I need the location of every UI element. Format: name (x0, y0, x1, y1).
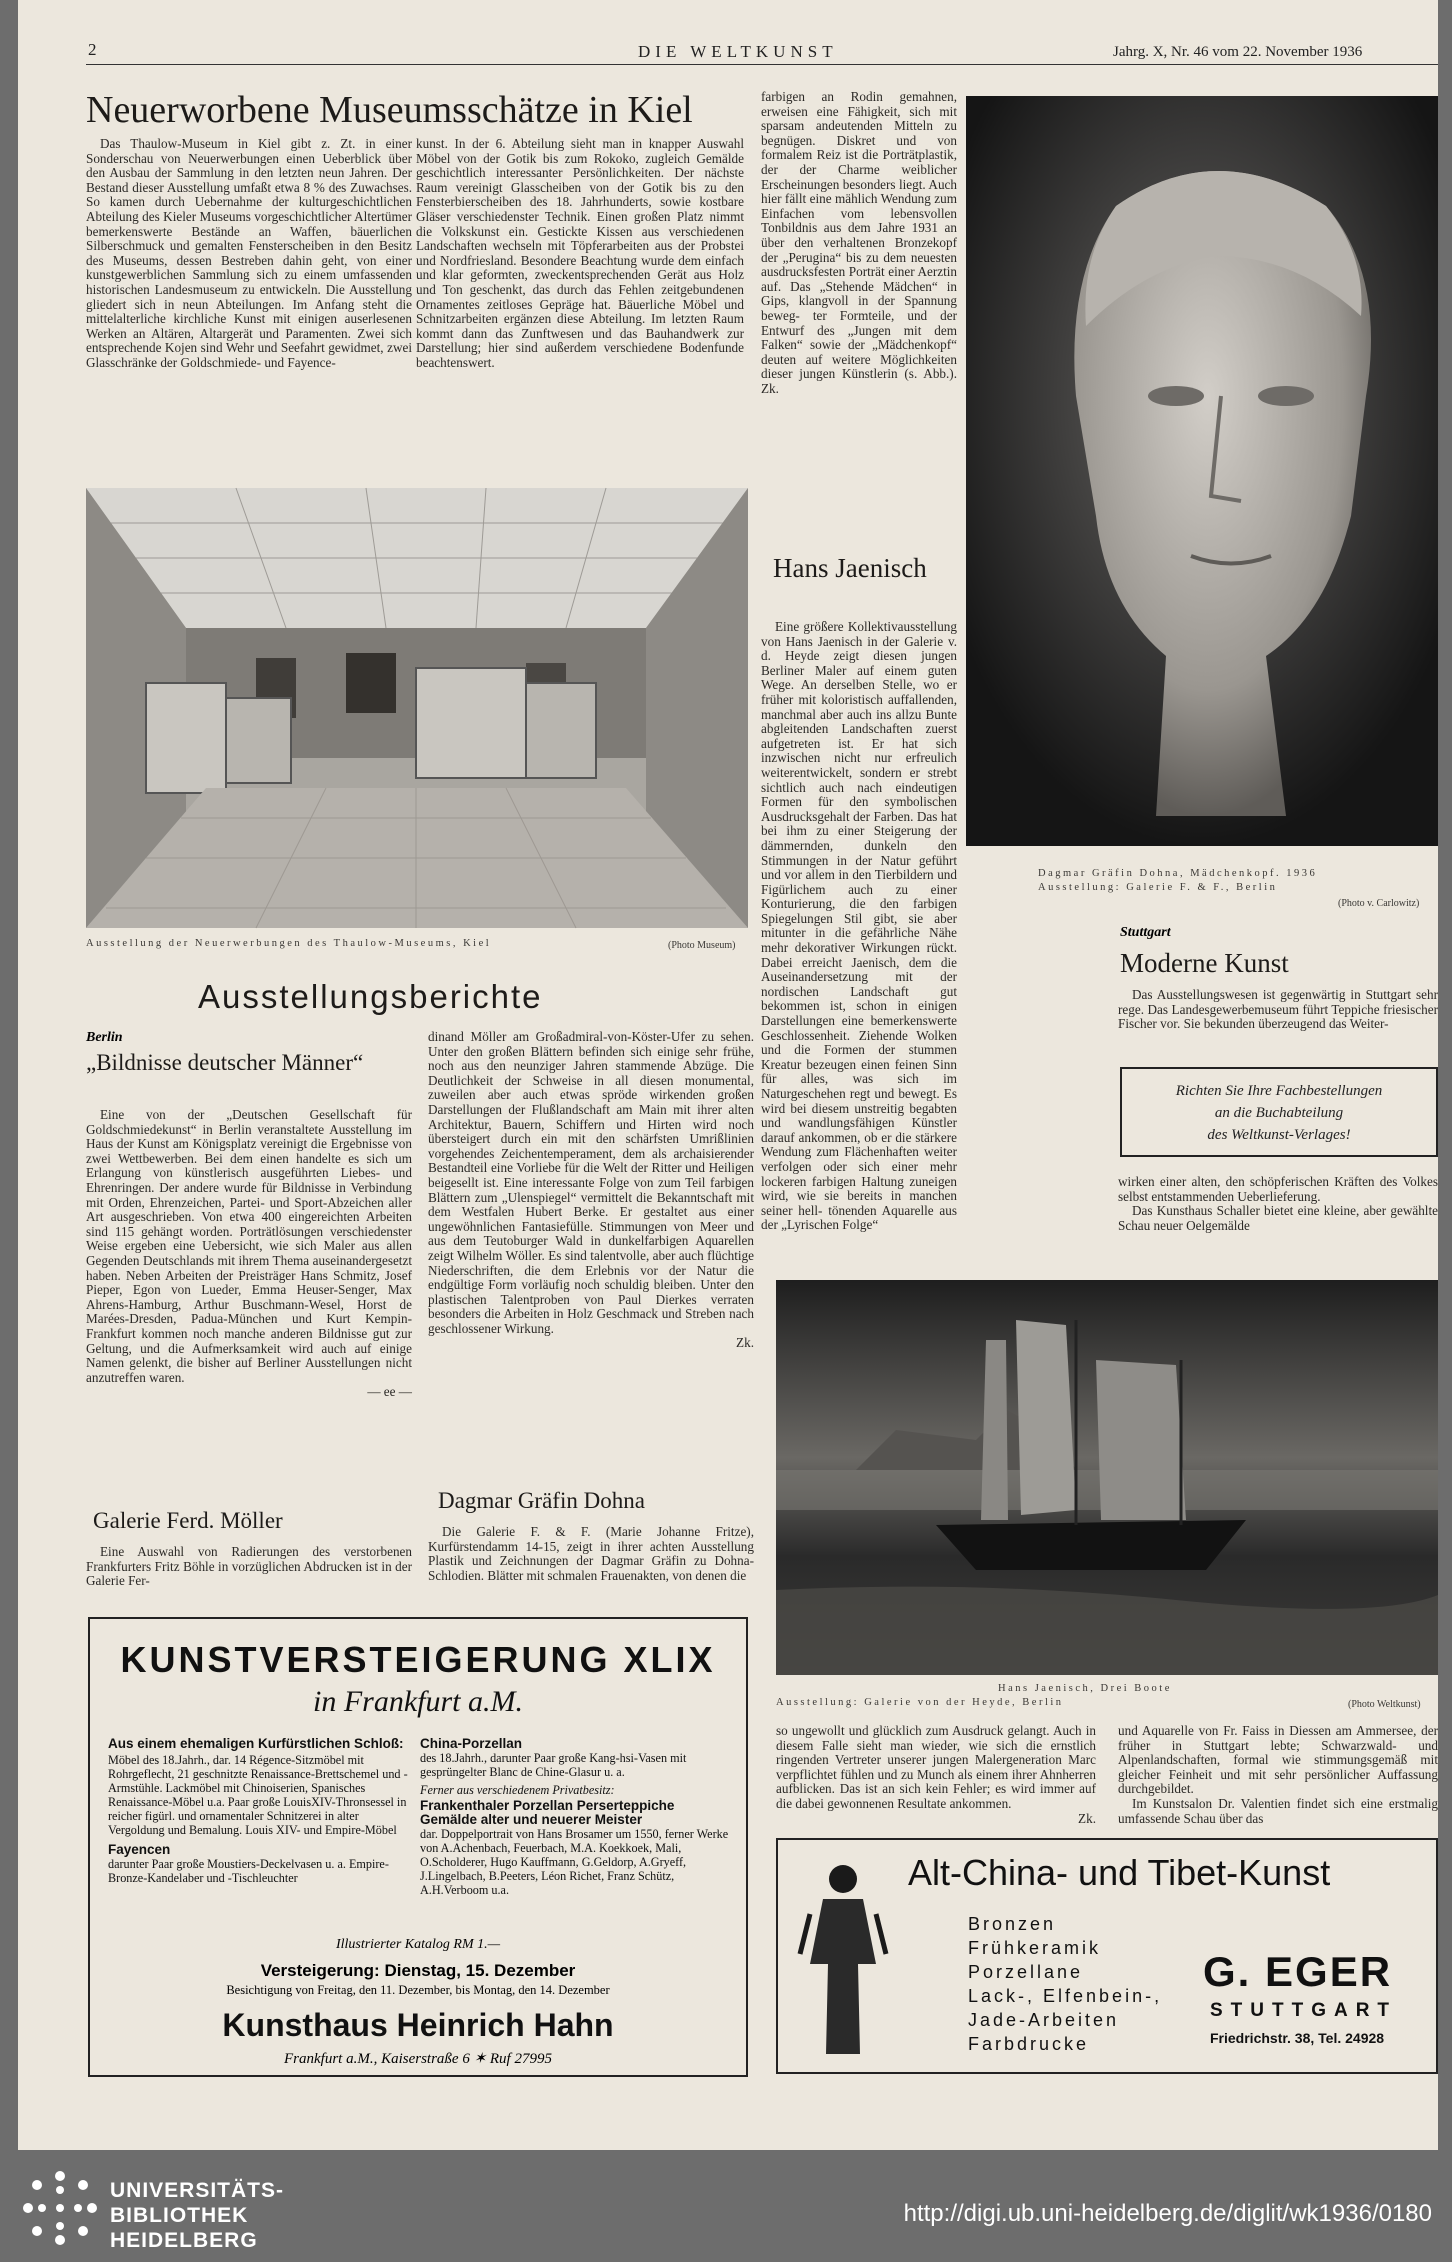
footer-bar (0, 2150, 1452, 2262)
sculpture-credit: (Photo v. Carlowitz) (1338, 898, 1420, 909)
ad-eger-city: STUTTGART (1210, 2000, 1398, 2021)
bildnisse-col: Eine von der „Deutschen Gesellschaft für Goldschmiedekunst“ in Berlin veranstaltete Ausstellung im Haus der Kunst am Königsplatz vereinigt die Ergebnisse von zwei Wettbewerben. Bei dem einen handelte es sich um Erlangung von künstlerisch ausgeführten Liebes- und Ehrenringen. Der andere wurde für Bildnisse in Verbindung mit Orden, Ehrenzeichen, Partei- und Sport-Abzeichen aller Art ausgeschrieben. Von etwa 400 eingereichten Arbeiten sind 115 gehängt worden. Porträtlösungen verschiedenster Weise ergeben eine Uebersicht, wie sich Maler aus allen Gegenden Deutschlands mit ihrem Thema auseinandergesetzt haben. Neben Arbeiten der Preisträger Hans Schmitz, Josef Pieper, Egon von Lueder, Emma Heuser-Senger, Max Ahrens-Hamburg, Arthur Buschmann-Wesel, Horst de Marées-Dresden, Padua-München und Kurt Kempin-Frankfurt kommen noch manche anderen Bildnisse gut zur Geltung, und die Aufmerksamkeit wird auch auf einige Namen gelenkt, die bisher auf Berliner Ausstellungen nicht anzutreffen waren. — ee — (86, 1107, 412, 1400)
stuttgart-end-col: und Aquarelle von Fr. Faiss in Diessen am Ammersee, der früher in Stuttgart lebte; Schwarzwald- und Alpenlandschaften, formal wie stimmungsgemäß mit gleicher Feinheit und mit sehr persönlicher Auffassung durchgebildet. Im Kunstsalon Dr. Valentien findet sich eine erstmalig umfassende Schau über das (1118, 1723, 1438, 1826)
berlin-dateline: Berlin (86, 1030, 123, 1045)
jaenisch-col: Eine größere Kollektivausstellung von Hans Jaenisch in der Galerie v. d. Heyde zeigt diesen jungen Berliner Maler auf einem guten Wege. An derselben Stelle, wo er früher mit koloristisch auffallenden, manchmal aber auch ins allzu Bunte abgleitenden Landschaften zuerst aufgetreten ist. Er hat sich inzwischen nicht nur erfreulich weiterentwickelt, sondern er strebt sichtlich auch nach eindeutigen Formen für den symbolischen Ausdrucksgehalt der Farben. Das hat bei ihm zu einer Steigerung der dämmernden, dunkeln den Stimmungen in der Natur geführt und vor allem in den Tierbildern und Figürlichem auch zu einer Konturierung, die den farbigen Spiegelungen Stil gibt, sie aber mitunter in die gefährliche Nähe mehr dekorativer Wirkungen rückt. Dabei erreicht Jaenisch, dem die Auseinandersetzung mit der nordischen Landschaft gut bekommen ist, schon in einigen Darstellungen eine bemerkenswerte Geschlossenheit. Ziehende Wolken und die Formen der stummen Kreatur bezeugen einen feinen Sinn für alles, was sich im Naturgeschehen regt und bewegt. Es wird bei diesem unstreitig begabten und wandlungsfähigen Künstler darauf ankommen, ob er die stärkere Wendung zum Flächenhaften weiter verfolgen oder sich einer mehr lockeren farbigen Haltung zuneigen wird, wie sie bereits in manchen seiner hell- tönenden Aquarelle aus der „Lyrischen Folge“ (761, 619, 957, 1233)
boats-photo (776, 1280, 1438, 1675)
ad-hahn-subtitle: in Frankfurt a.M. (313, 1685, 523, 1718)
newspaper-page (18, 0, 1438, 2150)
university-logo-icon (20, 2168, 100, 2248)
notice-line2: an die Buchabteilung (1214, 1105, 1344, 1121)
ad-hahn-right: China-Porzellan des 18.Jahrh., darunter Paar große Kang-hsi-Vasen mit gesprüngelter Blanc de Chine-Glasur u. a. Ferner aus verschiedenem Privatbesitz: Frankenthaler Porzellan Perserteppiche Gemälde alter und neuerer Meister dar. Doppelportrait von Hans Brosamer um 1550, ferner Werke von A.Achenbach, Feuerbach, M.A. Koekkoek, Mali, O.Scholderer, Hugo Kauffmann, G.Geldorp, A.Gryeff, J.Lingelbach, B.Peeters, Léon Richet, Franz Schütz, A.H.Verboom u.a. (420, 1736, 729, 1897)
museum-caption: Ausstellung der Neuerwerbungen des Thaulow-Museums, Kiel (86, 938, 492, 949)
ad-hahn-address: Frankfurt a.M., Kaiserstraße 6 ✶ Ruf 27995 (284, 2051, 552, 2067)
stuttgart-col2: wirken einer alten, den schöpferischen Kräften des Volkes selbst entstammenden Ueberlieferung. Das Kunsthaus Schaller bietet eine kleine, aber gewählte Schau neuer Oelgemälde (1118, 1174, 1438, 1233)
jaenisch-end-col: so ungewollt und glücklich zum Ausdruck gelangt. Auch in diesem Falle sieht man wieder, wie sich die ernstlich ringenden Vertreter unserer jungen Malergeneration Marc verpflichtet fühlen und zu Munch als einem ihrer Ahnherren aufblicken. Das ist an sich kein Fehler; es wird immer auf die dabei gewonnenen Resultate ankommen. Zk. (776, 1723, 1096, 1826)
kiel-col1: Das Thaulow-Museum in Kiel gibt z. Zt. in einer Sonderschau von Neuerwerbungen einen Ueberblick über den Ausbau der Sammlung in den letzten neun Jahren. Der Bestand dieser Ausstellung umfaßt etwa 8 % des Zuwachses. So kamen durch Uebernahme der kulturgeschichtlichen Abteilung des Kieler Museums vorgeschichtlicher Altertümer bemerkenswerte Bestände an Waffen, bäuerlichen Silberschmuck und gemalten Fensterscheiben in den Besitz des Museums, dessen Bestreben dahin geht, von einer kunstgewerblichen Sammlung sich zu einem umfassenden historischen Landesmuseum zu entwickeln. Die Ausstellung gliedert sich in neun Abteilungen. Im Anfang steht die mittelalterliche kirchliche Kunst mit einigen auserlesenen Werken an Altären, Altargerät und Paramenten. Zwei sich entsprechende Kojen sind Wehr und Seefahrt gewidmet, zwei Glasschränke der Goldschmiede- und Fayence- (86, 136, 412, 370)
ad-hahn-title: KUNSTVERSTEIGERUNG XLIX (120, 1639, 716, 1680)
bildnisse-title: „Bildnisse deutscher Männer“ (86, 1050, 364, 1075)
boats-credit: (Photo Weltkunst) (1348, 1699, 1421, 1710)
jaenisch-title: Hans Jaenisch (773, 553, 927, 583)
dohna-title: Dagmar Gräfin Dohna (438, 1488, 645, 1513)
dohna-col: Die Galerie F. & F. (Marie Johanne Fritze), Kurfürstendamm 14-15, zeigt in ihrer achten Ausstellung Plastik und Zeichnungen der Dagmar Gräfin zu Dohna-Schlodien. Blätter mit schmalen Frauenakten, von denen die (428, 1524, 754, 1583)
header-rule (86, 64, 1438, 65)
sculpture-photo (966, 96, 1438, 846)
ad-hahn (88, 1617, 748, 2077)
moeller-cont-col: dinand Möller am Großadmiral-von-Köster-Ufer zu sehen. Unter den großen Blättern befinden sich einige sehr frühe, noch aus den neunziger Jahren stammende Abzüge. Die Deutlichkeit der Schweise in all diesen monumental, zuweilen aber auch etwas spröde wirkenden großen Darstellungen der Flußlandschaft am Main mit ihrer alten Architektur, Bauern, Schiffern und Hirten wird noch übersteigert durch ein mit den schärfsten Umrißlinien vorgehendes Zeichentemperament, dem als archaisierender Bestandteil eine Vorliebe für die Welt der Ritter und Heiligen beigesellt ist. Eine interessante Folge von zum Teil farbigen Blättern zum „Ulenspiegel“ vermittelt die Bekanntschaft mit dem Westfalen Hubert Berke. Er gestaltet aus einer ungewöhnlichen Fantasiefülle. Stimmungen von Meer und aus dem Teutoburger Wald in dunkelfarbigen Aquarellen zeigt Wilhelm Wöller. Es sind talentvolle, aber auch flüchtige Niederschriften, die dem Erlebnis vor der Natur die endgültige Form vorläufig noch schuldig bleiben. Unter den plastischen Talentproben von Paul Dierkes verraten besonders die Arbeiten in Holz Geschmack und Streben nach geschlossener Wirkung. Zk. (428, 1029, 754, 1351)
masthead: DIE WELTKUNST (638, 42, 838, 61)
ad-eger-address: Friedrichstr. 38, Tel. 24928 (1210, 2030, 1385, 2046)
moeller-title: Galerie Ferd. Möller (93, 1508, 283, 1533)
kiel-col2: kunst. In der 6. Abteilung sieht man in knapper Auswahl Möbel von der Gotik bis zum Rokoko, zugleich Gemälde geschichtlich interessanter Persönlichkeiten. Der nächste Raum vereinigt Glasscheiben von der Gotik bis zu den Fensterbierscheiben des 18. Jahrhunderts, sowie kostbare Gläser verschiedenster Technik. Einen großen Platz nimmt die Volkskunst ein. Gestickte Kissen aus verschiedenen Landschaften wechseln mit Töpferarbeiten aus der Probstei und Nordfriesland. Besondere Beachtung wurde dem einfach und klar geformten, zweckentsprechenden Gerät aus Holz und Ton geschenkt, das durch das Fehlen zeitgebundenen Ornamentes zeitloses Gepräge hat. Bäuerliche Möbel und Schnitzarbeiten ergänzen diese Abteilung. Im letzten Raum kommt dann das Zunftwesen und das Bauhandwerk zur Darstellung; hier sind außerdem verschiedene Bodenfunde beachtenswert. (416, 136, 744, 370)
tibet-figure-icon (798, 1854, 888, 2064)
source-url[interactable]: http://digi.ub.uni-heidelberg.de/diglit/wk1936/0180 (903, 2200, 1432, 2227)
ad-eger-title: Alt-China- und Tibet-Kunst (908, 1852, 1331, 1893)
ad-hahn-viewing: Besichtigung von Freitag, den 11. Dezember, bis Montag, den 14. Dezember (226, 1983, 610, 1997)
ad-eger-name: G. EGER (1203, 1948, 1393, 1995)
order-notice (1120, 1067, 1438, 1157)
notice-line3: des Weltkunst-Verlages! (1207, 1127, 1351, 1143)
ad-hahn-catalog: Illustrierter Katalog RM 1.— (335, 1937, 501, 1952)
sculpture-caption1: Dagmar Gräfin Dohna, Mädchenkopf. 1936 (1038, 868, 1318, 879)
page-number: 2 (88, 40, 98, 59)
ad-eger (776, 1838, 1438, 2074)
university-logo-text: UNIVERSITÄTS- BIBLIOTHEK HEIDELBERG (110, 2179, 285, 2252)
boats-caption1: Hans Jaenisch, Drei Boote (998, 1683, 1172, 1694)
section-title: Ausstellungsberichte (198, 978, 543, 1015)
stuttgart-col: Das Ausstellungswesen ist gegenwärtig in Stuttgart sehr rege. Das Landesgewerbemuseum führt Teppiche friesischer Fischer vor. Sie bekunden überzeugend das Weiter- (1118, 987, 1438, 1032)
stuttgart-dateline: Stuttgart (1120, 925, 1171, 940)
dohna-cont-col: farbigen an Rodin gemahnen, erweisen eine Fähigkeit, sich mit sparsam andeutenden Mitteln zu begnügen. Diskret und von formalem Reiz ist die Porträtplastik, der der Charme weiblicher Erscheinungen besonders liegt. Auch hier fällt eine mählich Wendung zum Einfachen vom lebensvollen Tonbildnis aus dem Jahre 1931 an über den verhaltenen Bronzekopf der „Perugina“ bis zu dem neuesten ausdrucksfesten Porträt einer Aerztin auf. Das „Stehende Mädchen“ in Gips, klangvoll in der Spannung beweg- ter Formteile, und der Entwurf des „Jungen mit dem Falken“ sowie der „Mädchenkopf“ deuten auf weitere Möglichkeiten dieser jungen Künstlerin (s. Abb.). Zk. (761, 89, 957, 396)
ad-eger-items: Bronzen Frühkeramik Porzellane Lack-, Elfenbein-, Jade-Arbeiten Farbdrucke (968, 1914, 1163, 2054)
museum-credit: (Photo Museum) (668, 940, 736, 951)
issue-line: Jahrg. X, Nr. 46 vom 22. November 1936 (1113, 44, 1363, 60)
ad-hahn-left: Aus einem ehemaligen Kurfürstlichen Schloß: Möbel des 18.Jahrh., dar. 14 Régence-Sitzmöbel mit Rohrgeflecht, 21 geschnitzte Renaissance-Brettschemel und -Armstühle. Lackmöbel mit Chinoiserien, Spanisches Renaissance-Möbel u.a. Paar große LouisXIV-Thronsessel in reicher figürl. und ornamentaler Schnitzerei in alter Vergoldung und Bemalung. Louis XIV- und Empire-Möbel Fayencen darunter Paar große Moustiers-Deckelvasen u. a. Empire-Bronze-Kandelaber und -Tischleuchter (108, 1736, 408, 1885)
notice-line1: Richten Sie Ihre Fachbestellungen (1175, 1083, 1383, 1099)
boats-caption2: Ausstellung: Galerie von der Heyde, Berlin (776, 1697, 1064, 1708)
moeller-col: Eine Auswahl von Radierungen des verstorbenen Frankfurters Fritz Böhle in vorzüglichen Abdrucken ist in der Galerie Fer- (86, 1544, 412, 1589)
sculpture-caption2: Ausstellung: Galerie F. & F., Berlin (1038, 882, 1278, 893)
ad-hahn-auction: Versteigerung: Dienstag, 15. Dezember (260, 1961, 576, 1980)
museum-photo (86, 488, 748, 928)
ad-hahn-house: Kunsthaus Heinrich Hahn (222, 2007, 614, 2043)
kiel-title: Neuerworbene Museumsschätze in Kiel (86, 89, 693, 131)
stuttgart-title: Moderne Kunst (1120, 948, 1289, 978)
